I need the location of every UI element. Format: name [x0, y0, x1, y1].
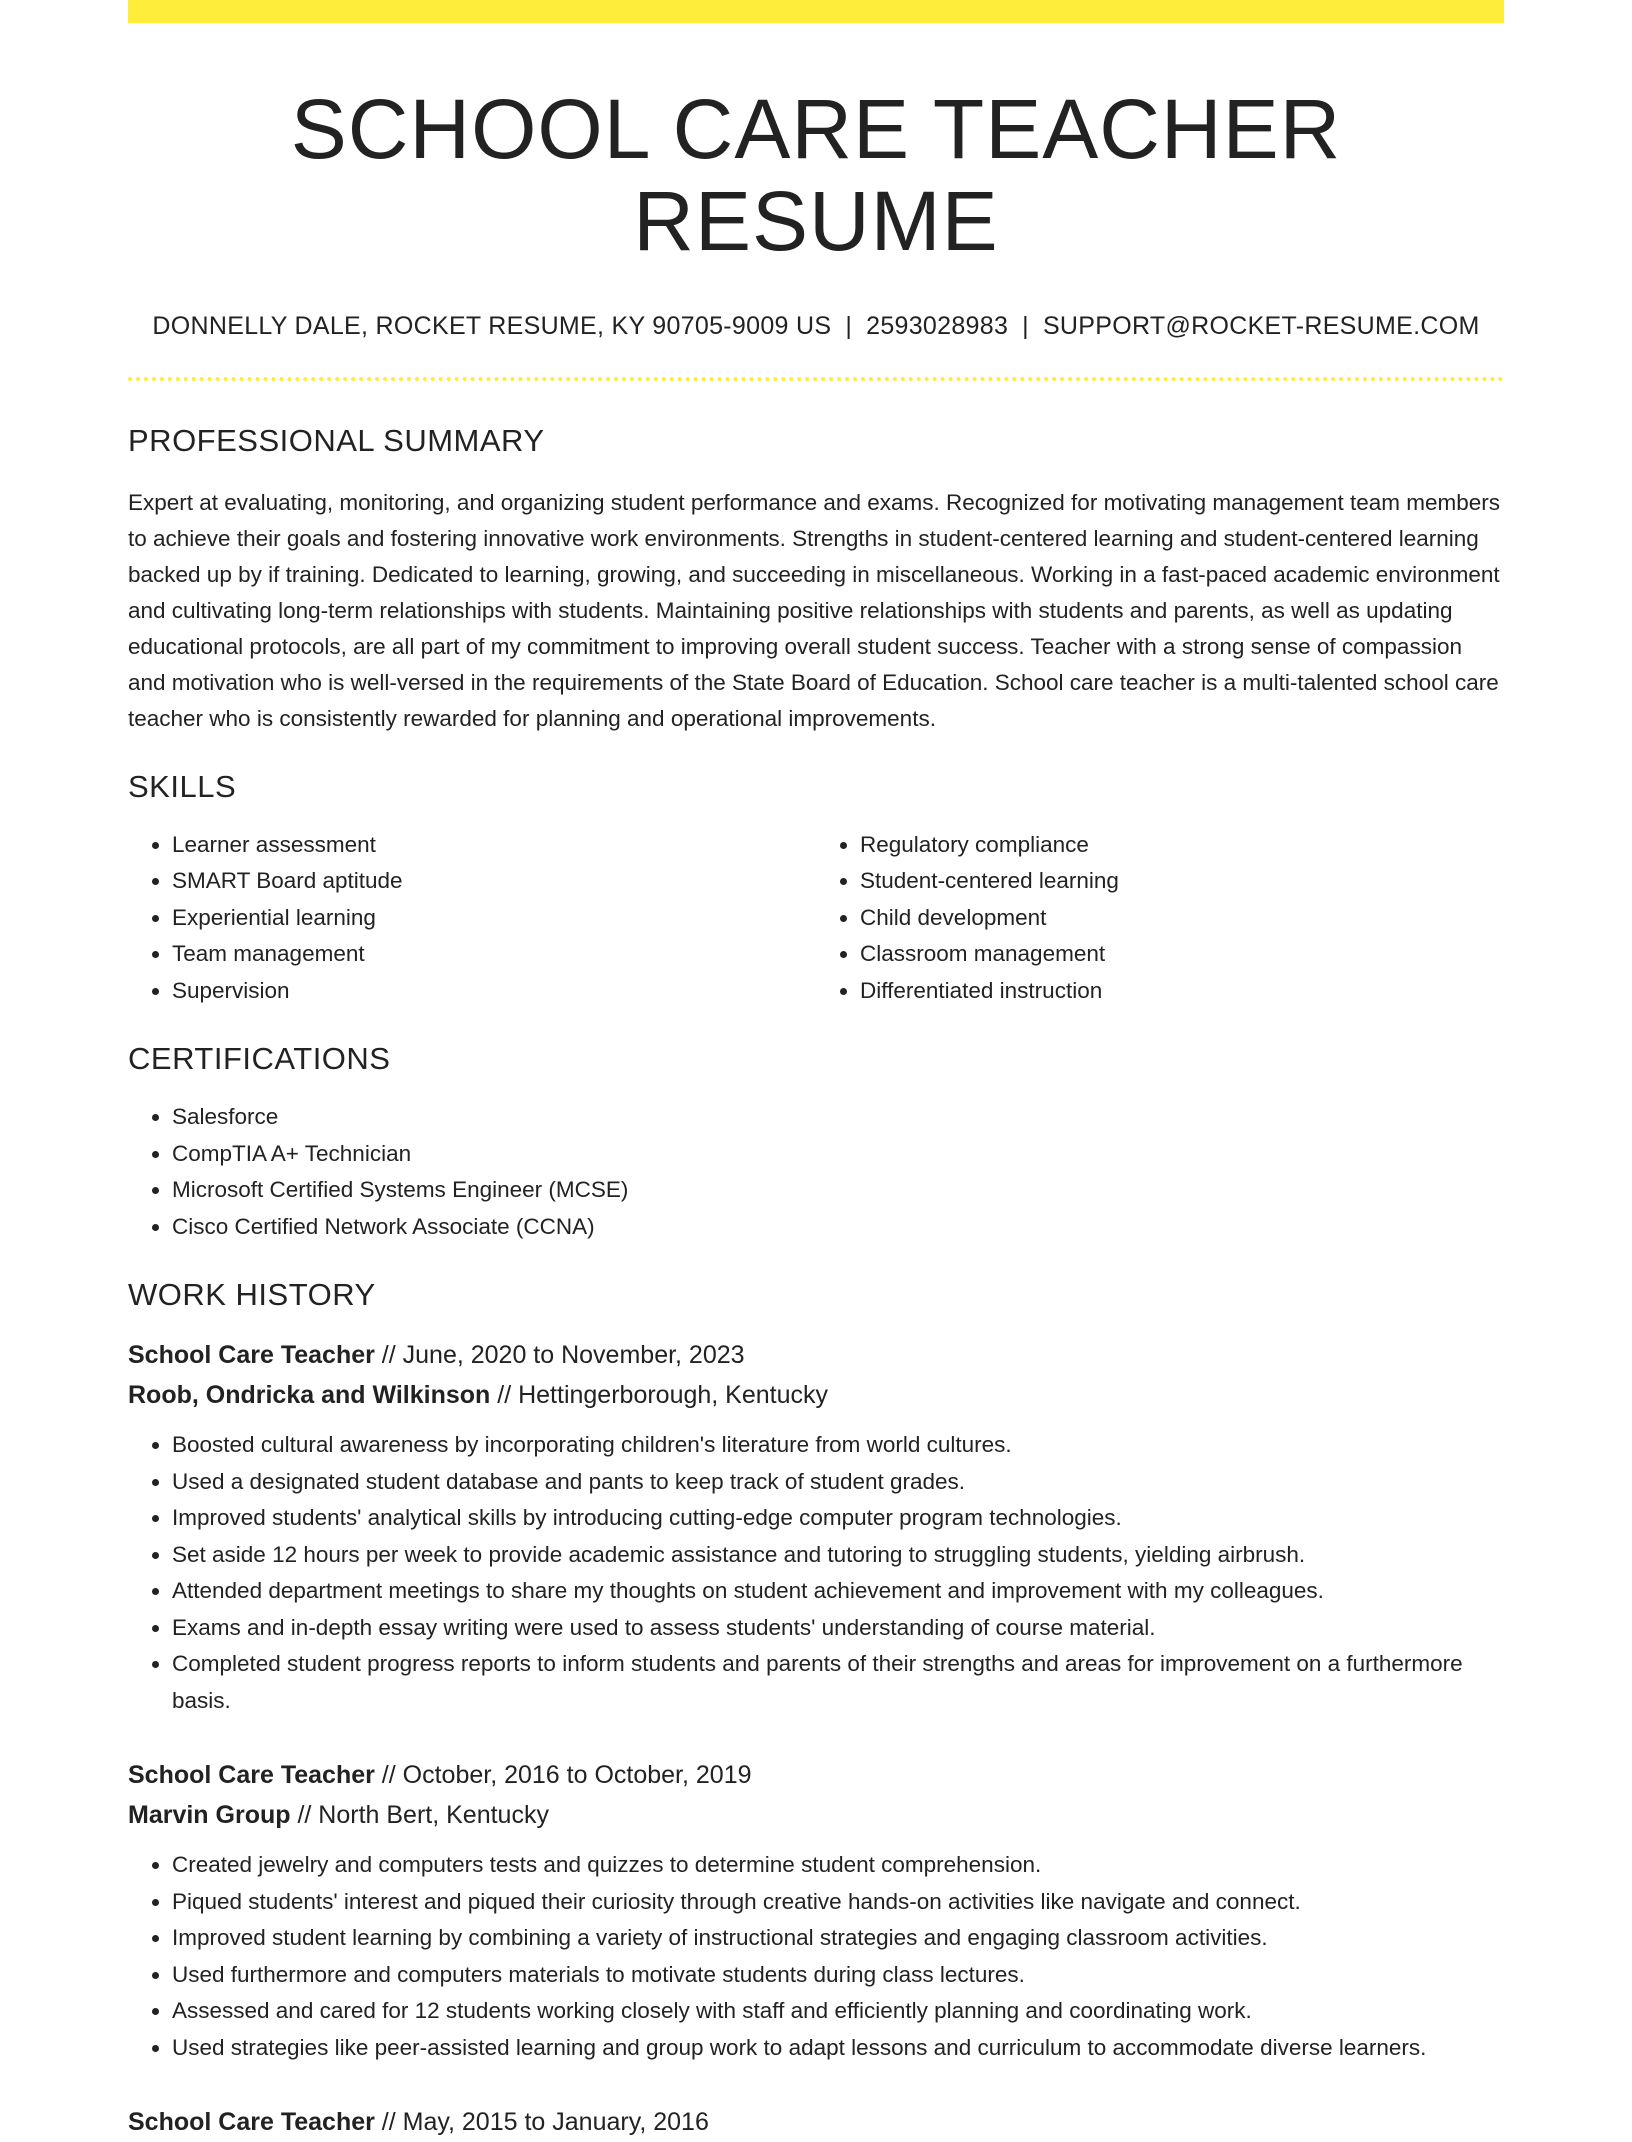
- job-bullet: • Used a designated student database and pants to keep track of student grades.: [172, 1464, 1504, 1501]
- job-location: // Hettingerborough, Kentucky: [490, 1381, 829, 1410]
- job-bullet: • Completed student progress reports to inform students and parents of their strengths and areas for improvement on a furthermore basis.: [172, 1646, 1504, 1719]
- job-bullet: • Piqued students' interest and piqued their curiosity through creative hands-on activities like navigate and connect.: [172, 1884, 1504, 1921]
- job-entry: [128, 1755, 1504, 2066]
- job-entry: [128, 2102, 1504, 2142]
- skill-item: • Differentiated instruction: [860, 973, 1504, 1010]
- section-heading-summary: PROFESSIONAL SUMMARY: [128, 422, 545, 458]
- job-bullet: • Created jewelry and computers tests and quizzes to determine student comprehension.: [172, 1847, 1504, 1884]
- certifications-section: [128, 1041, 1504, 1245]
- job-company: Roob, Ondricka and Wilkinson: [128, 1381, 491, 1410]
- skill-item: • Learner assessment: [172, 827, 816, 864]
- job-bullet: • Boosted cultural awareness by incorporating children's literature from world cultures.: [172, 1427, 1504, 1464]
- skill-item: • Child development: [860, 900, 1504, 937]
- section-heading-certifications: CERTIFICATIONS: [128, 1041, 391, 1077]
- dotted-divider: [128, 377, 1504, 381]
- job-role: School Care Teacher: [128, 1341, 375, 1370]
- resume-title: SCHOOL CARE TEACHER RESUME: [290, 82, 1342, 269]
- section-heading-skills: SKILLS: [128, 768, 237, 804]
- job-title-line: [128, 1755, 1504, 1795]
- skill-item: • Classroom management: [860, 936, 1504, 973]
- summary-text: Expert at evaluating, monitoring, and organizing student performance and exams. Recognized for motivating management team members to achieve their goals and fostering innovative work environments. Strengths in student-centered learning and student-centered learning backed up by if training. Dedicated to learning, growing, and succeeding in miscellaneous. Working in a fast-paced academic environment and cultivating long-term relationships with students. Maintaining positive relationships with students and parents, as well as updating educational protocols, are all part of my commitment to improving overall student success. Teacher with a strong sense of compassion and motivation who is well-versed in the requirements of the State Board of Education. School care teacher is a multi-talented school care teacher who is consistently rewarded for planning and operational improvements.: [128, 489, 1500, 731]
- job-bullet: • Improved student learning by combining a variety of instructional strategies and engaging classroom activities.: [172, 1920, 1504, 1957]
- work-history-section: [128, 1277, 1504, 2142]
- job-company-line: [128, 1795, 1504, 1835]
- certification-item: • Cisco Certified Network Associate (CCNA): [172, 1209, 1504, 1246]
- certification-item: • Microsoft Certified Systems Engineer (MCSE): [172, 1172, 1504, 1209]
- job-bullet: • Assessed and cared for 12 students working closely with staff and efficiently planning and coordinating work.: [172, 1993, 1504, 2030]
- contact-address: DONNELLY DALE, ROCKET RESUME, KY 90705-9009 US: [152, 311, 832, 340]
- professional-summary-section: [128, 423, 1504, 737]
- resume-page: [128, 0, 1504, 2142]
- job-role: School Care Teacher: [128, 2108, 375, 2137]
- job-dates: // June, 2020 to November, 2023: [374, 1341, 745, 1370]
- skill-item: • Supervision: [172, 973, 816, 1010]
- job-bullets: [128, 1427, 1504, 1719]
- skill-item: • Team management: [172, 936, 816, 973]
- job-bullet: • Exams and in-depth essay writing were used to assess students' understanding of course material.: [172, 1610, 1504, 1647]
- job-bullet: • Attended department meetings to share my thoughts on student achievement and improvement with my colleagues.: [172, 1573, 1504, 1610]
- job-dates: // October, 2016 to October, 2019: [374, 1761, 752, 1790]
- skills-section: [128, 769, 1504, 1010]
- skills-columns: [128, 827, 1504, 1010]
- job-dates: // May, 2015 to January, 2016: [374, 2108, 709, 2137]
- skill-item: • Regulatory compliance: [860, 827, 1504, 864]
- skills-list-right: [816, 827, 1504, 1010]
- accent-top-bar: [128, 0, 1504, 23]
- certification-item: • Salesforce: [172, 1099, 1504, 1136]
- job-bullet: • Improved students' analytical skills by introducing cutting-edge computer program technologies.: [172, 1500, 1504, 1537]
- job-location: // North Bert, Kentucky: [290, 1801, 549, 1830]
- job-entry: [128, 1335, 1504, 1719]
- certification-item: • CompTIA A+ Technician: [172, 1136, 1504, 1173]
- job-company: Marvin Group: [128, 1801, 291, 1830]
- skill-item: • Experiential learning: [172, 900, 816, 937]
- contact-phone: 2593028983: [866, 311, 1009, 340]
- contact-email[interactable]: SUPPORT@ROCKET-RESUME.COM: [1042, 311, 1480, 340]
- contact-line: [128, 312, 1504, 341]
- certifications-list: [128, 1099, 1504, 1245]
- section-heading-work-history: WORK HISTORY: [128, 1277, 376, 1313]
- skills-list-left: [128, 827, 816, 1010]
- contact-separator: |: [1022, 311, 1029, 340]
- skill-item: • SMART Board aptitude: [172, 863, 816, 900]
- contact-separator: |: [845, 311, 853, 340]
- job-title-line: [128, 2102, 1504, 2142]
- job-bullets: [128, 1847, 1504, 2066]
- job-title-line: [128, 1335, 1504, 1375]
- job-company-line: [128, 1375, 1504, 1415]
- job-bullet: • Used furthermore and computers materials to motivate students during class lectures.: [172, 1957, 1504, 1994]
- skill-item: • Student-centered learning: [860, 863, 1504, 900]
- job-role: School Care Teacher: [128, 1761, 375, 1790]
- job-bullet: • Set aside 12 hours per week to provide academic assistance and tutoring to struggling students, yielding airbrush.: [172, 1537, 1504, 1574]
- job-bullet: • Used strategies like peer-assisted learning and group work to adapt lessons and curriculum to accommodate diverse learners.: [172, 2030, 1504, 2067]
